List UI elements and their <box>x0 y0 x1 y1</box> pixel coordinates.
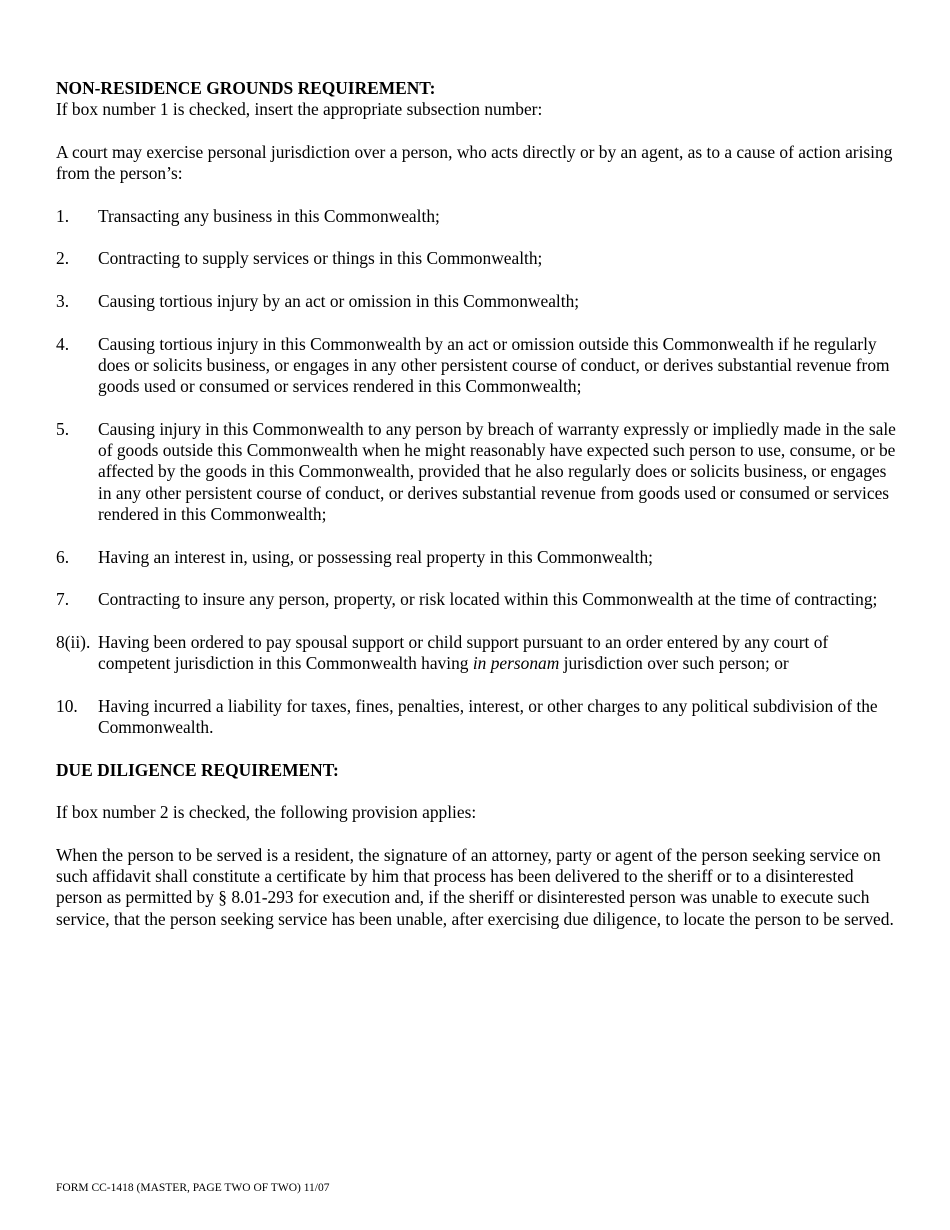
list-item-text <box>98 632 898 675</box>
due-diligence-heading: DUE DILIGENCE REQUIREMENT: <box>56 759 339 780</box>
list-item-number: 10. <box>56 695 78 716</box>
list-item-text: Causing tortious injury in this Commonwealth by an act or omission outside this Commonwealth if he regularly does or solicits business, or engages in any other persistent course of conduct, or derives substantial revenue from goods used or consumed or services rendered in this Commonwealth; <box>98 333 890 397</box>
list-item-number: 5. <box>56 418 70 439</box>
list-item-8ii <box>56 632 898 675</box>
list-item-text: Contracting to supply services or things in this Commonwealth; <box>98 248 543 269</box>
list-item-text: Having incurred a liability for taxes, fines, penalties, interest, or other charges to any political subdivision of the Commonwealth. <box>98 695 878 737</box>
list-item-text: Causing injury in this Commonwealth to any person by breach of warranty expressly or impliedly made in the sale of goods outside this Commonwealth when he might reasonably have expected such person to use, consume, or be affected by the goods in this Commonwealth, provided that he also regularly does or solicits business, or engages in any other persistent course of conduct, or derives substantial revenue from goods used or consumed or services rendered in this Commonwealth; <box>98 418 896 524</box>
list-item-10 <box>56 696 898 739</box>
list-item-text: Contracting to insure any person, property, or risk located within this Commonwealth at the time of contracting; <box>98 589 878 610</box>
due-diligence-instruction: If box number 2 is checked, the following provision applies: <box>56 802 477 823</box>
list-item-6 <box>56 547 898 568</box>
list-item-number: 4. <box>56 333 70 354</box>
list-item-1 <box>56 206 898 227</box>
list-item-text: Causing tortious injury by an act or omission in this Commonwealth; <box>98 290 580 311</box>
list-item-number: 2. <box>56 248 70 269</box>
form-footer: FORM CC-1418 (MASTER, PAGE TWO OF TWO) 11/07 <box>56 1182 330 1194</box>
item-text-before: Having been ordered to pay spousal support or child support pursuant to an order entered by any court of competent jurisdiction in this Commonwealth having <box>98 631 829 674</box>
list-item-3 <box>56 291 898 312</box>
list-item-text: Having an interest in, using, or possessing real property in this Commonwealth; <box>98 546 653 567</box>
jurisdiction-intro: A court may exercise personal jurisdiction over a person, who acts directly or by an agent, as to a cause of action arising from the person’s: <box>56 141 893 184</box>
list-item-number: 3. <box>56 290 70 311</box>
list-item-number: 8(ii). <box>56 631 91 652</box>
list-item-2 <box>56 248 898 269</box>
document-page <box>56 78 898 930</box>
list-item-5 <box>56 419 898 525</box>
list-item-text: Transacting any business in this Commonwealth; <box>98 205 440 226</box>
non-residence-heading: NON-RESIDENCE GROUNDS REQUIREMENT: <box>56 78 436 98</box>
item-text-italic: in personam <box>472 653 560 674</box>
list-item-number: 1. <box>56 205 70 226</box>
list-item-number: 7. <box>56 589 70 610</box>
non-residence-instruction: If box number 1 is checked, insert the appropriate subsection number: <box>56 99 543 120</box>
list-item-4 <box>56 334 898 398</box>
list-item-7 <box>56 589 898 610</box>
list-item-number: 6. <box>56 546 70 567</box>
item-text-after: jurisdiction over such person; or <box>559 653 789 674</box>
due-diligence-body: When the person to be served is a resident, the signature of an attorney, party or agent of the person seeking service on such affidavit shall constitute a certificate by him that process has been delivered to the sheriff or to a disinterested person as permitted by § 8.01-293 for execution and, if the sheriff or disinterested person was unable to execute such service, that the person seeking service has been unable, after exercising due diligence, to locate the person to be served. <box>56 844 894 929</box>
